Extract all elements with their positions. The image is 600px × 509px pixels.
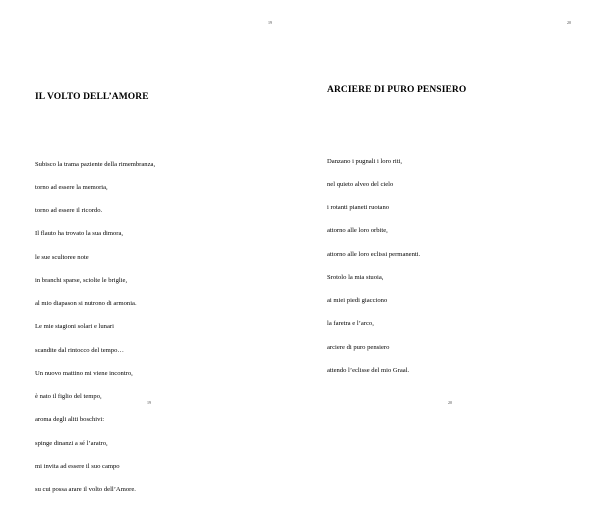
poem-line: spinge dinanzi a sé l’aratro, (35, 439, 108, 447)
poem-line: nel quieto alveo del cielo (327, 180, 394, 188)
poem-line: attorno alle loro orbite, (327, 227, 388, 235)
page-number-footer: 19 (147, 400, 151, 405)
poem-line: su cui possa arare il volto dell’Amore. (35, 486, 136, 493)
poem-line: Danzano i pugnali i loro riti, (327, 157, 403, 165)
poem-line: torno ad essere il ricordo. (35, 207, 103, 214)
poem-title: ARCIERE DI PURO PENSIERO (327, 85, 467, 95)
poem-body (327, 142, 420, 390)
poem-line: la faretra e l’arco, (327, 320, 374, 328)
left-page (0, 0, 300, 493)
poem-body (35, 145, 155, 509)
poem-line: aroma degli aliti boschivi: (35, 416, 105, 424)
poem-line: scandite dal rintocco del tempo… (35, 346, 124, 354)
poem-line: Un nuovo mattino mi viene incontro, (35, 369, 133, 377)
poem-line: Subisco la trama paziente della rimembranza, (35, 160, 156, 168)
poem-line: i rotanti pianeti ruotano (327, 204, 390, 211)
poem-line: le sue scultoree note (35, 253, 89, 261)
poem-line: torno ad essere la memoria, (35, 183, 108, 191)
poem-line: Srotolo la mia stuoia, (327, 273, 384, 281)
page-number-header: 19 (268, 20, 272, 25)
poem-line: ai miei piedi giacciono (327, 297, 388, 304)
poem-line: mi invita ad essere il suo campo (35, 462, 120, 470)
page-number-header: 20 (567, 20, 571, 25)
poem-line: Le mie stagioni solari e lunari (35, 323, 114, 331)
poem-line: attorno alle loro eclissi permanenti. (327, 250, 421, 258)
poem-title: IL VOLTO DELL’AMORE (35, 92, 149, 102)
poem-line: è nato il figlio del tempo, (35, 393, 102, 400)
poem-line: Il flauto ha trovato la sua dimora, (35, 230, 124, 238)
poem-line: attendo l’eclisse del mio Graal. (327, 366, 410, 374)
poem-line: arciere di puro pensiero (327, 343, 390, 351)
page-number-footer: 20 (448, 400, 452, 405)
right-page (300, 0, 600, 424)
poem-line: al mio diapason si nutrono di armonia. (35, 300, 137, 307)
poem-line: in branchi sparse, sciolte le briglie, (35, 276, 128, 284)
